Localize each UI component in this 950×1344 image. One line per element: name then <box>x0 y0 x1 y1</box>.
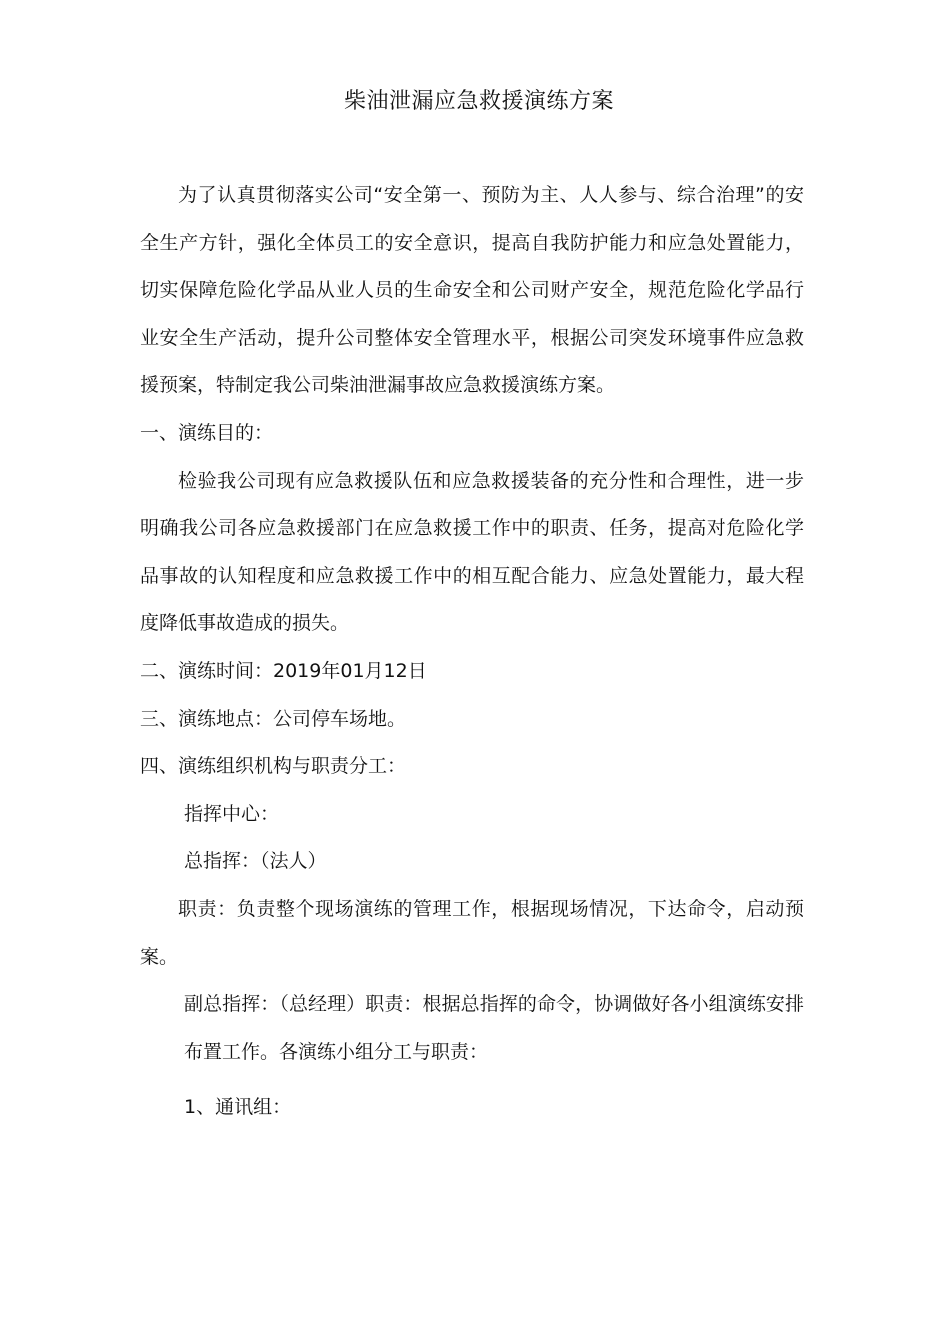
document-body <box>140 172 804 1132</box>
chief-duty-paragraph: 职责：负责整个现场演练的管理工作，根据现场情况，下达命令，启动预案。 <box>140 897 804 968</box>
intro-paragraph: 为了认真贯彻落实公司“安全第一、预防为主、人人参与、综合治理”的安全生产方针，强化全体员工的安全意识，提高自我防护能力和应急处置能力，切实保障危险化学品从业人员的生命安全和公司财产安全，规范危险化学品行业安全生产活动，提升公司整体安全管理水平，根据公司突发环境事件应急救援预案，特制定我公司柴油泄漏事故应急救援演练方案。 <box>140 184 804 397</box>
document-title: 柴油泄漏应急救援演练方案 <box>343 89 614 114</box>
section3-line: 三、演练地点：公司停车场地。 <box>140 707 407 730</box>
section2-line: 二、演练时间：2019年01月12日 <box>140 659 427 682</box>
section1-paragraph: 检验我公司现有应急救援队伍和应急救援装备的充分性和合理性，进一步明确我公司各应急救援部门在应急救援工作中的职责、任务，提高对危险化学品事故的认知程度和应急救援工作中的相互配合能力、应急处置能力，最大程度降低事故造成的损失。 <box>140 469 804 635</box>
section1-heading: 一、演练目的： <box>140 421 274 444</box>
section4-heading: 四、演练组织机构与职责分工： <box>140 755 407 778</box>
command-center-line: 指挥中心： <box>184 802 280 825</box>
chief-commander-line: 总指挥：（法人） <box>184 850 327 873</box>
group1-heading: 1、通讯组： <box>184 1096 292 1119</box>
deputy-duty-paragraph: 副总指挥：（总经理）职责：根据总指挥的命令，协调做好各小组演练安排布置工作。各演练小组分工与职责： <box>184 993 804 1063</box>
